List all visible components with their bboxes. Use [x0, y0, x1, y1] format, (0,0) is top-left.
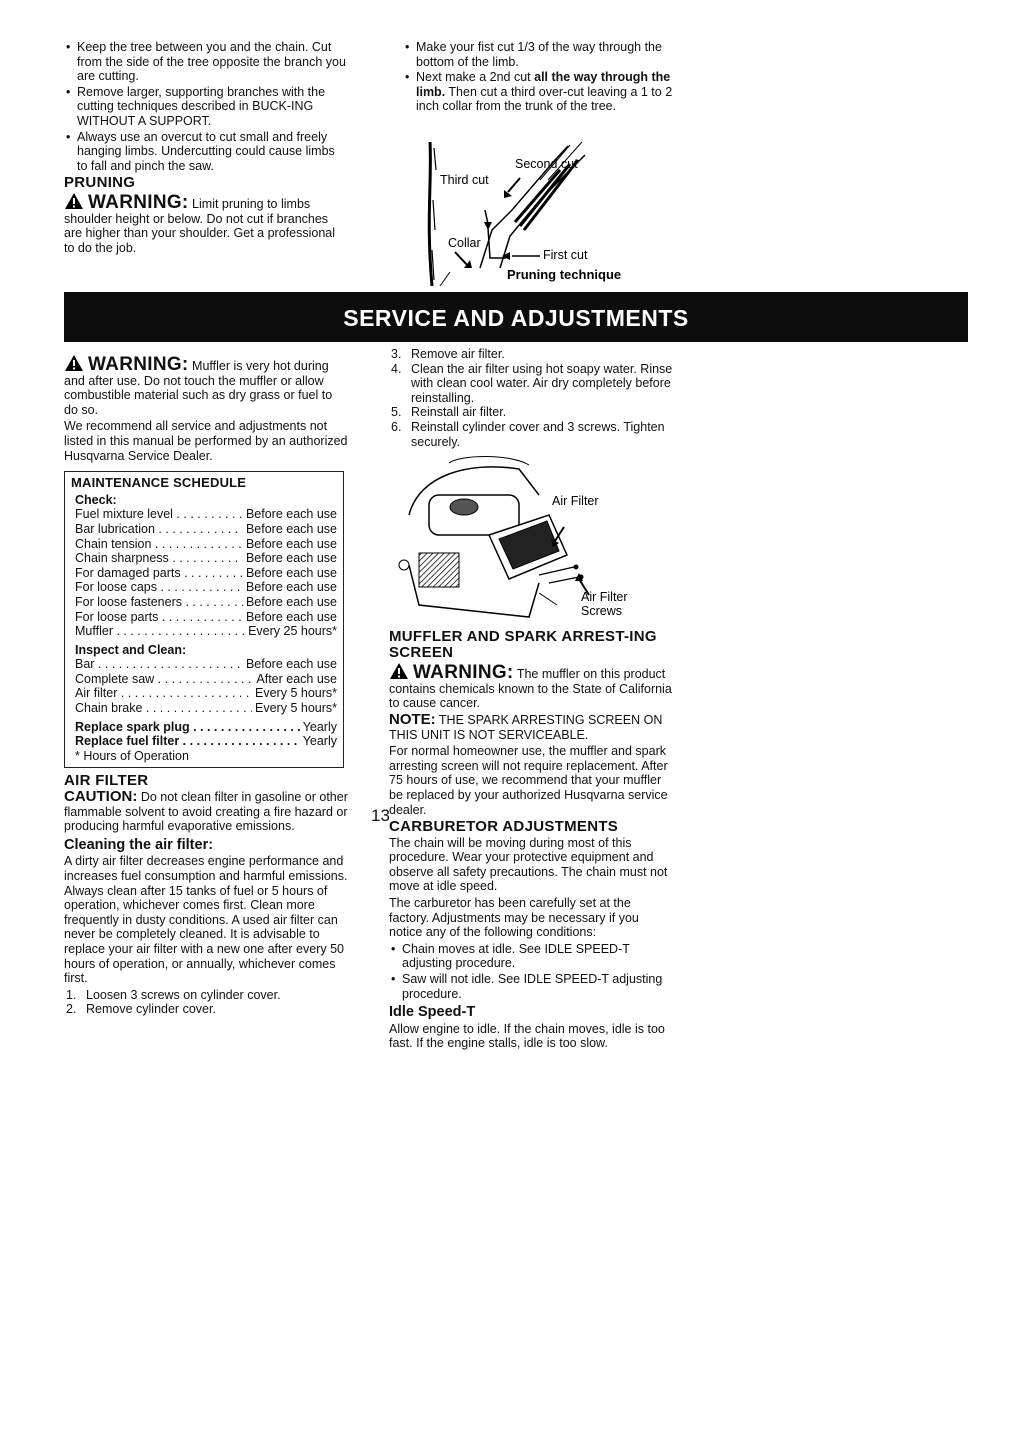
row-item: Replace spark plug . . .	[75, 720, 300, 735]
step-number: 1.	[66, 987, 77, 1002]
warning-triangle-icon	[64, 354, 84, 372]
air-filter-steps-continued	[389, 347, 673, 449]
cleaning-heading: Cleaning the air filter:	[64, 836, 214, 853]
section-banner: SERVICE AND ADJUSTMENTS	[64, 292, 968, 342]
step-text: Next make a 2nd cut	[416, 70, 535, 85]
maintenance-schedule	[64, 471, 344, 768]
table-row	[75, 657, 337, 672]
table-row	[75, 672, 337, 687]
row-interval: Every 25 hours*	[248, 624, 337, 639]
schedule-footnote: * Hours of Operation	[75, 748, 189, 763]
row-item: For loose fasteners . . .	[75, 595, 243, 610]
warning-text: The muffler on this product contains chemicals known to the State of California to cause cancer.	[389, 667, 672, 711]
list-item: • Keep the tree between you and the chain. Cut from the side of the tree opposite the branch you are cutting.	[64, 40, 348, 84]
row-item: Replace fuel filter . . .	[75, 734, 300, 749]
list-item	[389, 347, 673, 362]
list-item	[389, 405, 673, 420]
step-text: Clean the air filter using hot soapy water. Rinse with clean cool water. Air dry completely before reinstalling.	[411, 361, 673, 405]
list-item	[403, 70, 673, 114]
table-row	[75, 595, 337, 610]
page-number: 13	[371, 806, 390, 825]
row-interval: Before each use	[245, 657, 337, 672]
step-number: 5.	[391, 405, 402, 420]
second-cut-label: Second cut	[515, 157, 578, 171]
table-row	[75, 507, 337, 522]
step-text: Reinstall air filter.	[411, 405, 507, 420]
row-item: Chain sharpness . . .	[75, 551, 243, 566]
top-right-column	[403, 40, 673, 115]
step-text: Remove air filter.	[411, 347, 505, 361]
step-text: Loosen 3 screws on cylinder cover.	[86, 987, 281, 1002]
left-column	[64, 350, 348, 1017]
table-row	[75, 551, 337, 566]
air-filter-label: Air Filter	[552, 494, 599, 509]
air-filter-screws-label-2: Screws	[581, 604, 622, 619]
caution-label: CAUTION:	[64, 788, 138, 806]
row-interval: Before each use	[245, 507, 337, 522]
check-heading: Check:	[75, 492, 117, 507]
warning-text: Muffler is very hot during and after use. Do not touch the muffler or allow combustible material such as dry grass or fuel to do so.	[64, 359, 333, 417]
step-number: 6.	[391, 419, 402, 434]
warning-triangle-icon	[389, 662, 409, 680]
pruning-heading: PRUNING	[64, 174, 136, 192]
carb-paragraph-1: The chain will be moving during most of this procedure. Wear your protective equipment and observe all safety precautions. The chain must not move at idle speed.	[389, 835, 668, 894]
row-interval: Yearly	[302, 734, 337, 749]
step-number: 3.	[391, 347, 402, 361]
row-interval: Every 5 hours*	[255, 701, 337, 716]
list-item: • Always use an overcut to cut small and freely hanging limbs. Undercutting could cause limbs to fall and pinch the saw.	[64, 130, 348, 174]
caution-text: Do not clean filter in gasoline or other flammable solvent to avoid creating a fire hazard or producing harmful evaporative emissions.	[64, 790, 348, 834]
list-item: • Remove larger, supporting branches with the cutting techniques described in BUCK-ING WITHOUT A SUPPORT.	[64, 85, 348, 129]
figure-caption: Pruning technique	[507, 267, 622, 282]
row-interval: Before each use	[245, 609, 337, 624]
idle-speed-heading: Idle Speed-T	[389, 1004, 476, 1021]
list-item	[64, 988, 348, 1003]
table-row	[75, 522, 337, 537]
pruning-technique-figure	[420, 140, 650, 288]
idle-speed-text: Allow engine to idle. If the chain moves, idle is too fast. If the engine stalls, idle is too slow.	[389, 1021, 665, 1051]
row-interval: Every 5 hours*	[255, 686, 337, 701]
row-interval: Before each use	[245, 521, 337, 536]
row-interval: Before each use	[245, 565, 337, 580]
carb-conditions	[389, 942, 673, 1001]
air-filter-screws-label: Air Filter	[581, 590, 628, 605]
row-interval: Before each use	[245, 536, 337, 551]
table-row	[75, 720, 337, 735]
list-item: • Make your fist cut 1/3 of the way through the bottom of the limb.	[403, 40, 673, 69]
muffler-hot-warning	[64, 354, 348, 417]
row-item: Bar lubrication . . .	[75, 522, 243, 537]
service-recommendation: We recommend all service and adjustments not listed in this manual be performed by an authorized Husqvarna Service Dealer.	[64, 419, 348, 463]
table-row	[75, 701, 337, 716]
inspect-heading: Inspect and Clean:	[75, 642, 187, 657]
list-item	[64, 1002, 348, 1017]
row-item: Fuel mixture level . . .	[75, 507, 243, 522]
note-paragraph	[389, 710, 673, 742]
row-item: Complete saw . . .	[75, 672, 253, 687]
row-interval: Before each use	[245, 551, 337, 566]
table-row	[75, 610, 337, 625]
first-cut-label: First cut	[543, 248, 588, 262]
warning-triangle-icon	[64, 192, 84, 210]
warning-label: WARNING:	[88, 354, 189, 375]
top-left-column	[64, 40, 348, 257]
table-row	[75, 734, 337, 749]
carb-paragraph-2: The carburetor has been carefully set at the factory. Adjustments may be necessary if you notice any of the following conditions:	[389, 896, 639, 940]
carburetor-heading: CARBURETOR ADJUSTMENTS	[389, 818, 619, 836]
row-item: Air filter . . .	[75, 686, 252, 701]
collar-label: Collar	[448, 236, 481, 250]
pruning-steps	[403, 40, 673, 114]
row-item: Bar . . .	[75, 657, 243, 672]
caution-paragraph	[64, 790, 348, 834]
third-cut-label: Third cut	[440, 173, 489, 187]
list-item	[389, 362, 673, 406]
step-number: 4.	[391, 361, 402, 376]
list-item: • Chain moves at idle. See IDLE SPEED-T adjusting procedure.	[389, 942, 673, 971]
warning-text: Limit pruning to limbs shoulder height or below. Do not cut if branches are higher than your shoulder. Get a professional to do the job.	[64, 196, 336, 255]
schedule-title: MAINTENANCE SCHEDULE	[71, 475, 247, 491]
muffler-warning	[389, 662, 673, 711]
row-item: Chain brake . . .	[75, 701, 252, 716]
row-item: For loose parts . . .	[75, 610, 243, 625]
tree-cutting-tips	[64, 40, 348, 173]
step-emphasis: all the way through the limb.	[416, 70, 671, 99]
row-interval: Before each use	[245, 594, 337, 609]
table-row	[75, 580, 337, 595]
air-filter-heading: AIR FILTER	[64, 772, 149, 790]
row-item: For damaged parts . . .	[75, 566, 243, 581]
cleaning-text: A dirty air filter decreases engine performance and increases fuel consumption and harmful emissions. Always clean after 15 tanks of fuel or 5 hours of operation, whichever comes first. Clean more frequently in dusty conditions. A used air filter can never be completely cleaned. It is advisable to replace your air filter with a new one after every 50 hours of operation, or annually, whichever comes first.	[64, 854, 348, 986]
row-interval: Yearly	[302, 719, 337, 734]
table-row	[75, 686, 337, 701]
pruning-warning	[64, 192, 348, 255]
air-filter-steps	[64, 988, 348, 1017]
muffler-text: For normal homeowner use, the muffler and spark arresting screen will not require replacement. After 75 hours of use, we recommend that your muffler be replaced by your authorized Husqvarna service dealer.	[389, 744, 668, 817]
table-row	[75, 566, 337, 581]
list-item: • Saw will not idle. See IDLE SPEED-T adjusting procedure.	[389, 972, 673, 1001]
list-item	[389, 420, 673, 449]
note-text: THE SPARK ARRESTING SCREEN ON THIS UNIT IS NOT SERVICEABLE.	[389, 712, 663, 742]
row-item: Chain tension . . .	[75, 537, 243, 552]
step-text: Then cut a third over-cut leaving a 1 to 2 inch collar from the trunk of the tree.	[416, 84, 673, 114]
muffler-heading: MUFFLER AND SPARK ARREST-ING SCREEN	[389, 628, 657, 662]
right-column	[389, 347, 673, 1053]
row-interval: Before each use	[245, 580, 337, 595]
warning-label: WARNING:	[88, 191, 189, 213]
warning-label: WARNING:	[413, 662, 514, 684]
note-label: NOTE:	[389, 710, 436, 728]
row-item: Muffler . . .	[75, 624, 245, 639]
step-text: Remove cylinder cover.	[86, 1002, 216, 1017]
step-number: 2.	[66, 1002, 77, 1017]
table-row	[75, 624, 337, 639]
step-text: Reinstall cylinder cover and 3 screws. Tighten securely.	[411, 419, 665, 449]
row-item: For loose caps . . .	[75, 580, 243, 595]
air-filter-figure	[389, 455, 673, 625]
row-interval: After each use	[256, 671, 337, 686]
table-row	[75, 537, 337, 552]
